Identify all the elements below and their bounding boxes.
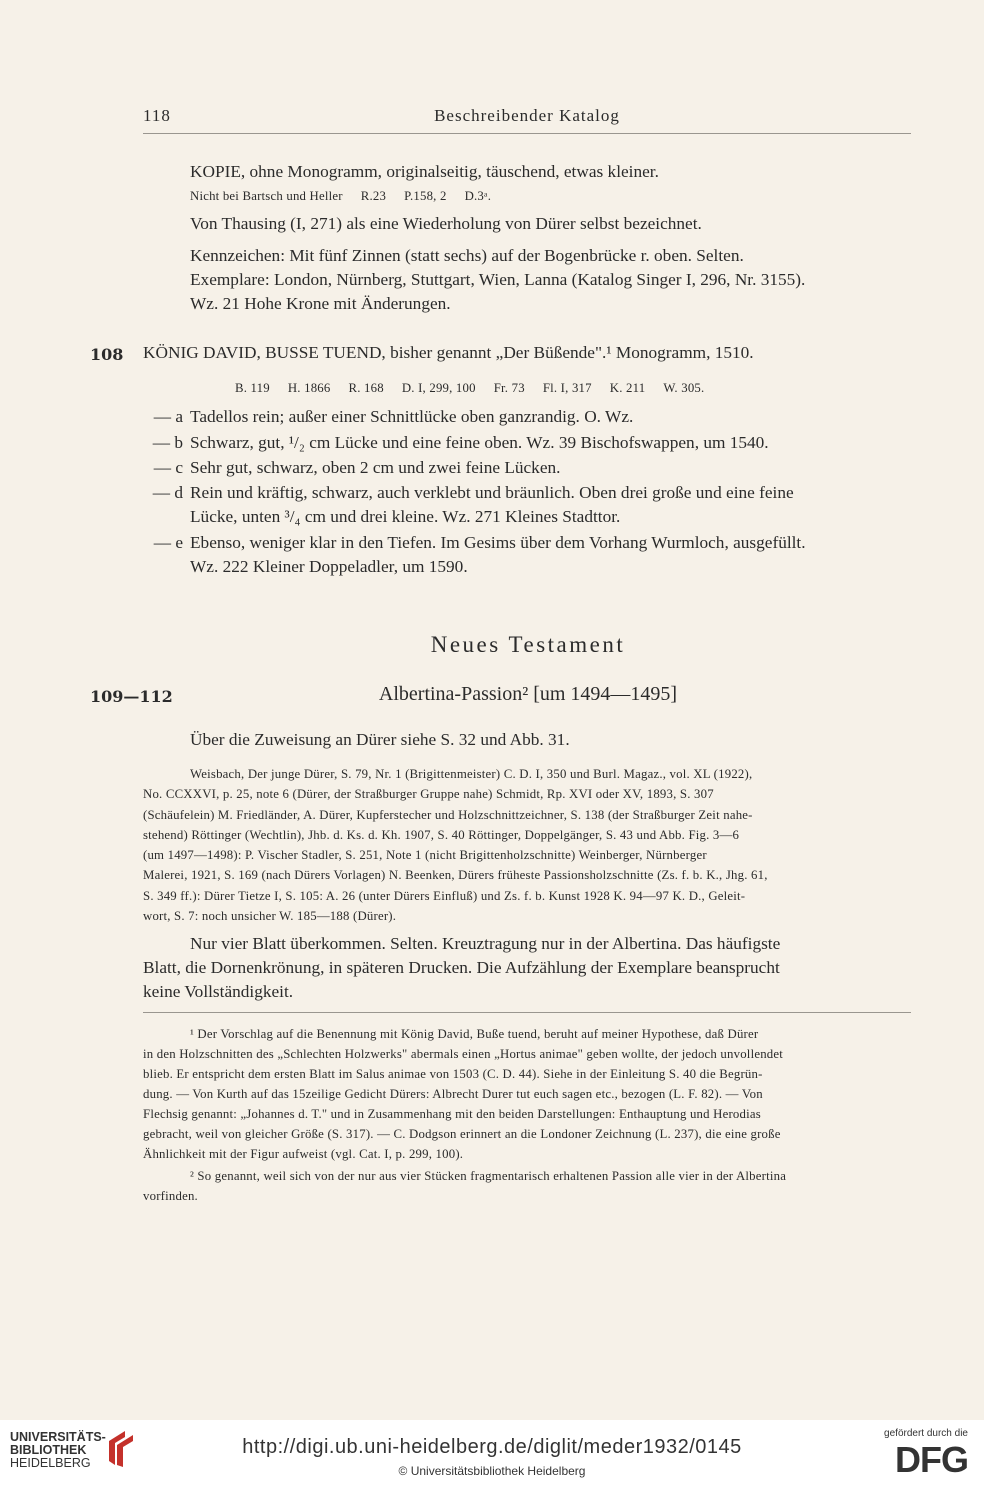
state-tag: — c <box>153 458 183 477</box>
ref-item: Fl. I, 317 <box>542 381 592 395</box>
state-e <box>143 531 913 579</box>
state-tag: — d <box>152 483 183 502</box>
viewer-footer <box>0 1420 984 1489</box>
footnote-line: Flechsig genannt: „Johannes d. T." und in Zusammenhang mit den beiden Darstellungen: Enthauptung und Herodias <box>143 1107 761 1121</box>
footnote-line: blieb. Er entspricht dem ersten Blatt im Salus animae von 1503 (C. D. 44). Siehe in der Einleitung S. 40 die Begrün- <box>143 1067 763 1081</box>
ref-item: D. I, 299, 100 <box>401 381 476 395</box>
literature-line: Malerei, 1921, S. 169 (nach Dürers Vorlagen) N. Beenken, Dürers früheste Passionsholzschnitte (Zs. f. b. K., Jhg. 61, <box>143 868 768 883</box>
state-text: Sehr gut, schwarz, oben 2 cm und zwei feine Lücken. <box>190 458 561 477</box>
state-text: Schwarz, gut, ¹/₂ cm Lücke und eine feine oben. Wz. 39 Bischofswappen, um 1540. <box>190 433 769 452</box>
kopie-ref: D.3ᵃ. <box>464 189 492 203</box>
literature-line: (Schäufelein) M. Friedländer, A. Dürer, Kupferstecher und Holzschnittzeichner, S. 138 (der Straßburger Zeit nahe- <box>143 807 753 822</box>
state-tag: — b <box>152 433 183 452</box>
footnote-line: Ähnlichkeit mit der Figur aufweist (vgl. Cat. I, p. 299, 100). <box>143 1147 464 1161</box>
literature-block <box>143 764 913 926</box>
kopie-refs <box>143 186 913 206</box>
ref-item: B. 119 <box>235 381 270 395</box>
footnote-line: vorfinden. <box>143 1189 198 1203</box>
literature-line: stehend) Röttinger (Wechtlin), Jhb. d. Ks. d. Kh. 1907, S. 40 Röttinger, Doppelgänger, S. 43 und Abb. Fig. 3—6 <box>143 827 740 842</box>
footnote-line: ¹ Der Vorschlag auf die Benennung mit König David, Buße tuend, beruht auf meiner Hypothese, daß Dürer <box>190 1027 759 1041</box>
footnote-line: gebracht, weil von gleicher Größe (S. 317). — C. Dodgson erinnert an die Londoner Zeichnung (L. 237), die eine große <box>143 1127 781 1141</box>
literature-line: Weisbach, Der junge Dürer, S. 79, Nr. 1 (Brigittenmeister) C. D. I, 350 und Burl. Magaz., vol. XL (1922), <box>190 767 753 781</box>
kopie-kennzeichen: Kennzeichen: Mit fünf Zinnen (statt sechs) auf der Bogenbrücke r. oben. Selten. <box>190 246 744 265</box>
literature-line: (um 1497—1498): P. Vischer Stadler, S. 251, Note 1 (nicht Brigittenholzschnitte) Weinberger, Nürnberger <box>143 848 707 863</box>
kopie-block <box>143 160 913 316</box>
footnote-rule <box>143 1012 911 1013</box>
footnote-2 <box>143 1166 913 1206</box>
state-b <box>143 431 913 455</box>
section-title: Neues Testament <box>430 632 626 657</box>
state-text: Lücke, unten ³/₄ cm und drei kleine. Wz. 271 Kleines Stadttor. <box>190 507 621 526</box>
library-line: UNIVERSITÄTS- <box>10 1430 106 1444</box>
literature-line: S. 349 ff.): Dürer Tietze I, S. 105: A. 26 (unter Dürers Einfluß) und Zs. f. b. Kunst 1928 K. 94—97 K. D., Geleit- <box>143 888 746 903</box>
kopie-watermark: Wz. 21 Hohe Krone mit Änderungen. <box>190 294 451 313</box>
ref-item: H. 1866 <box>287 381 331 395</box>
footnote-line: dung. — Von Kurth auf das 15zeilige Gedicht Dürers: Albrecht Durer tut euch sagen etc., bezogen (L. F. 82). — Von <box>143 1087 763 1101</box>
literature-line: No. CCXXVI, p. 25, note 6 (Dürer, der Straßburger Gruppe nahe) Schmidt, Rp. XVI oder XV, 1893, S. 307 <box>143 787 714 802</box>
body-line: keine Vollständigkeit. <box>143 982 294 1001</box>
state-text: Ebenso, weniger klar in den Tiefen. Im Gesims über dem Vorhang Wurmloch, ausgefüllt. <box>190 533 806 552</box>
state-d <box>143 481 913 529</box>
state-text: Tadellos rein; außer einer Schnittlücke oben ganzrandig. O. Wz. <box>190 407 634 426</box>
kopie-title: KOPIE, ohne Monogramm, originalseitig, täuschend, etwas kleiner. <box>190 162 659 181</box>
literature-line: wort, S. 7: noch unsicher W. 185—188 (Dürer). <box>143 909 397 924</box>
entry-number-109: 109—112 <box>90 687 173 706</box>
footnote-1 <box>143 1024 913 1164</box>
dfg-logo[interactable]: DFG <box>895 1439 968 1480</box>
footnote-line: in den Holzschnitten des „Schlechten Holzwerks" abermals einen „Hortus animae" geben wollte, der jedoch unvollendet <box>143 1047 784 1061</box>
entry-title-text: KÖNIG DAVID, BUSSE TUEND, bisher genannt „Der Büßende".¹ Monogramm, 1510. <box>143 343 754 362</box>
digital-url-link[interactable]: http://digi.ub.uni-heidelberg.de/diglit/meder1932/0145 <box>242 1436 742 1458</box>
page-number: 118 <box>143 106 171 125</box>
funding-note: gefördert durch die <box>884 1428 968 1439</box>
state-tag: — e <box>153 533 183 552</box>
kopie-note: Von Thausing (I, 271) als eine Wiederholung von Dürer selbst bezeichnet. <box>190 214 702 233</box>
entry-title-108 <box>143 343 913 363</box>
kopie-exemplare: Exemplare: London, Nürnberg, Stuttgart, Wien, Lanna (Katalog Singer I, 296, Nr. 3155). <box>190 270 806 289</box>
kopie-ref: R.23 <box>360 189 387 203</box>
footnote-line: ² So genannt, weil sich von der nur aus vier Stücken fragmentarisch erhaltenen Passion alle vier in der Albertina <box>190 1169 787 1183</box>
ref-item: Fr. 73 <box>493 381 525 395</box>
kopie-ref: Nicht bei Bartsch und Heller <box>190 189 343 203</box>
state-text: Wz. 222 Kleiner Doppeladler, um 1590. <box>190 557 468 576</box>
body-line: Nur vier Blatt überkommen. Selten. Kreuztragung nur in der Albertina. Das häufigste <box>190 934 781 953</box>
running-title: Beschreibender Katalog <box>434 106 620 125</box>
ref-item: W. 305. <box>663 381 705 395</box>
copyright-notice: © Universitätsbibliothek Heidelberg <box>398 1464 586 1478</box>
library-line: BIBLIOTHEK <box>10 1443 87 1457</box>
body-line: Blatt, die Dornenkrönung, in späteren Drucken. Die Aufzählung der Exemplare beansprucht <box>143 958 780 977</box>
state-text: Rein und kräftig, schwarz, auch verklebt und bräunlich. Oben drei große und eine feine <box>190 483 794 502</box>
state-c <box>143 456 913 480</box>
header-rule <box>143 133 911 134</box>
body-paragraph <box>143 932 913 1004</box>
library-line: HEIDELBERG <box>10 1456 91 1470</box>
entry-108-refs <box>143 378 984 398</box>
entry-number-108: 108 <box>90 345 124 364</box>
entry-title-109: Albertina-Passion² [um 1494—1495] <box>378 683 678 705</box>
kopie-ref: P.158, 2 <box>404 189 447 203</box>
zuweisung-note: Über die Zuweisung an Dürer siehe S. 32 und Abb. 31. <box>190 730 570 749</box>
ref-item: K. 211 <box>609 381 646 395</box>
state-tag: — a <box>153 407 183 426</box>
ref-item: R. 168 <box>348 381 384 395</box>
state-a <box>143 405 913 429</box>
